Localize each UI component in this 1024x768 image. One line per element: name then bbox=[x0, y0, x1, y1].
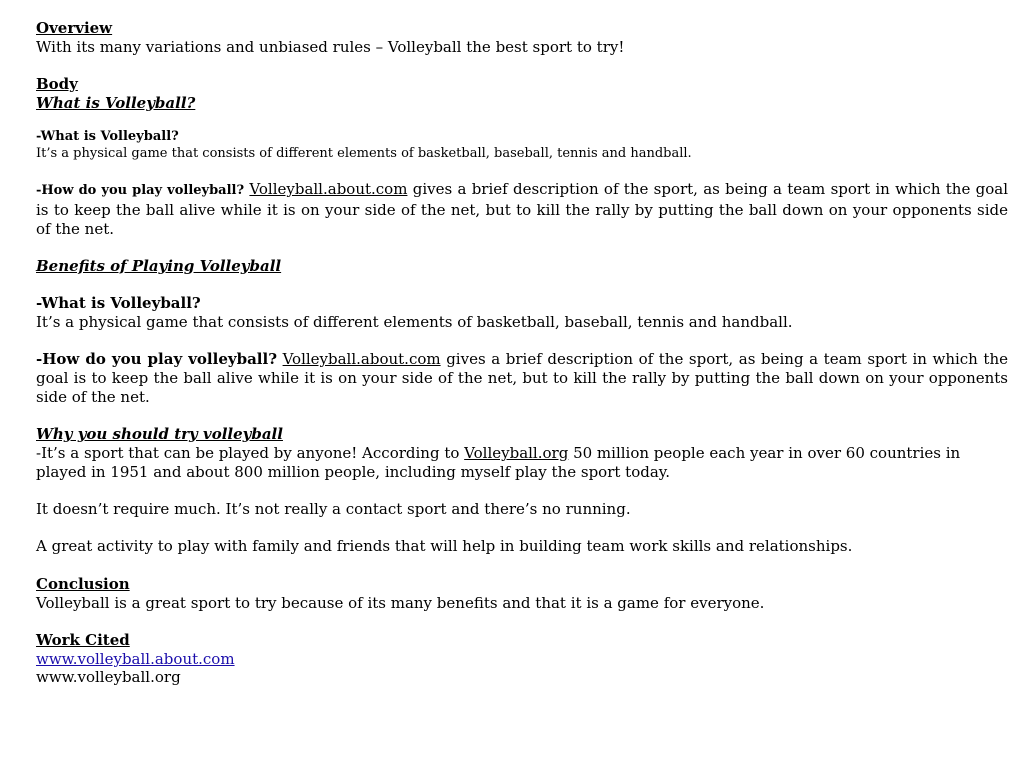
section1-question2-paragraph bbox=[36, 180, 1008, 238]
section3-paragraph3: A great activity to play with family and friends that will help in building team work skills and relationships. bbox=[36, 537, 853, 556]
section3-paragraph1-suffix: 50 million people each year in over 60 countries in played in 1951 and about 800 million people, including myself play the sport today. bbox=[36, 443, 961, 481]
section1-question1-answer: It’s a physical game that consists of different elements of basketball, baseball, tennis and handball. bbox=[36, 145, 692, 161]
volleyball-about-link[interactable]: Volleyball.about.com bbox=[249, 180, 408, 199]
section-benefits-title: Benefits of Playing Volleyball bbox=[36, 256, 282, 275]
section-why-try-title: Why you should try volleyball bbox=[36, 425, 283, 444]
section2-question1-label: -What is Volleyball? bbox=[36, 294, 201, 313]
section3-paragraph2: It doesn’t require much. It’s not really a contact sport and there’s no running. bbox=[36, 500, 631, 519]
section2-question2-paragraph bbox=[36, 350, 1008, 406]
work-cited-link-org: www.volleyball.org bbox=[36, 668, 181, 687]
section2-question1-answer: It’s a physical game that consists of different elements of basketball, baseball, tennis and handball. bbox=[36, 313, 793, 332]
conclusion-text: Volleyball is a great sport to try because of its many benefits and that it is a game for everyone. bbox=[36, 593, 765, 612]
document-page bbox=[36, 19, 1008, 687]
work-cited-link-about[interactable]: www.volleyball.about.com bbox=[36, 649, 235, 668]
section2-question2-answer: gives a brief description of the sport, as being a team sport in which the goal is to keep the ball alive while it is on your side of the net, but to kill the rally by putting the ball down on your opponents side of the net. bbox=[36, 350, 1008, 406]
section1-question1-label: -What is Volleyball? bbox=[36, 128, 179, 144]
body-heading: Body bbox=[36, 75, 78, 94]
section3-paragraph1-prefix: -It’s a sport that can be played by anyone! According to bbox=[36, 443, 465, 462]
section1-question2-answer: gives a brief description of the sport, as being a team sport in which the goal is to keep the ball alive while it is on your side of the net, but to kill the rally by putting the ball down on your opponents side of the net. bbox=[36, 180, 1009, 238]
conclusion-heading: Conclusion bbox=[36, 574, 130, 593]
work-cited-heading: Work Cited bbox=[36, 630, 130, 649]
volleyball-about-link[interactable]: Volleyball.about.com bbox=[282, 350, 441, 369]
overview-heading: Overview bbox=[36, 19, 113, 37]
section2-question2-label: -How do you play volleyball? bbox=[36, 350, 277, 369]
section-what-is-volleyball-title: What is Volleyball? bbox=[36, 93, 196, 112]
section1-question2-label: -How do you play volleyball? bbox=[36, 183, 245, 199]
overview-text: With its many variations and unbiased rules – Volleyball the best sport to try! bbox=[36, 37, 625, 56]
section3-paragraph1 bbox=[36, 444, 1008, 481]
volleyball-org-link[interactable]: Volleyball.org bbox=[464, 443, 569, 462]
